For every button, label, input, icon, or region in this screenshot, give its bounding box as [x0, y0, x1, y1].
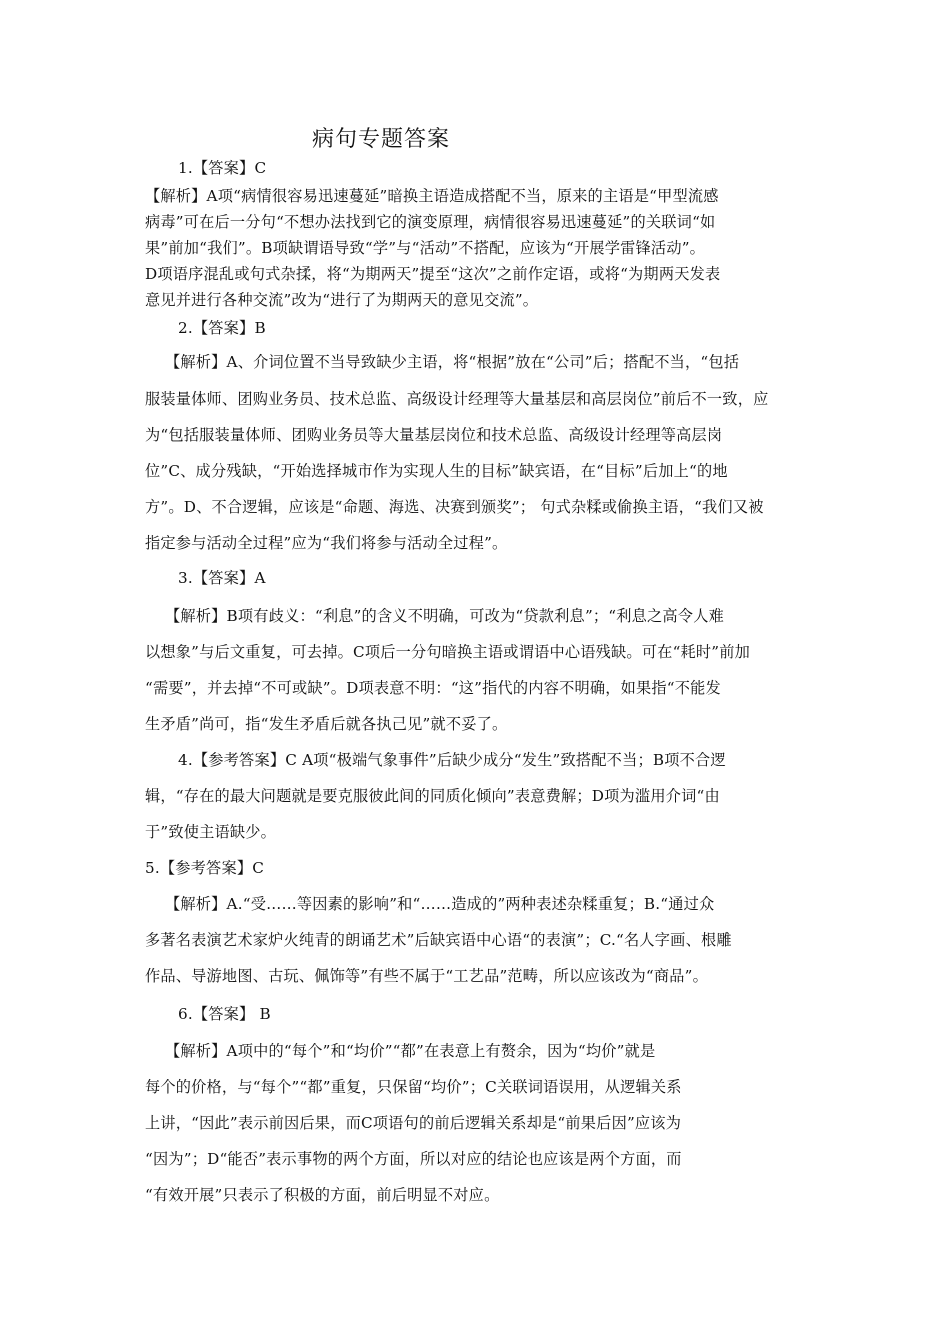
answer-6-analysis-line: 每个的价格，与“每个”“都”重复，只保留“均价”；C关联词语误用，从逻辑关系	[145, 1078, 682, 1096]
answer-1-analysis-line: 病毒”可在后一分句“不想办法找到它的演变原理，病情很容易迅速蔓延”的关联词“如	[145, 213, 716, 231]
answer-5-analysis-line: 作品、导游地图、古玩、佩饰等”有些不属于“工艺品”范畴，所以应该改为“商品”。	[145, 967, 708, 985]
answer-2-analysis-line: 为“包括服装量体师、团购业务员等大量基层岗位和技术总监、高级设计经理等高层岗	[145, 426, 723, 444]
answer-1-analysis-line: D项语序混乱或句式杂揉，将“为期两天”提至“这次”之前作定语，或将“为期两天发表	[145, 265, 721, 283]
answer-5-analysis-line: 【解析】A.“受……等因素的影响”和“……造成的”两种表述杂糅重复；B.“通过众	[165, 895, 715, 913]
answer-6-analysis-line: 【解析】A项中的“每个”和“均价”“都”在表意上有赘余，因为“均价”就是	[165, 1042, 656, 1060]
answer-1-analysis-line: 【解析】A项“病情很容易迅速蔓延”暗换主语造成搭配不当，原来的主语是“甲型流感	[145, 187, 719, 205]
answer-3-heading: 3.【答案】A	[178, 569, 266, 587]
answer-2-analysis-line: 服装量体师、团购业务员、技术总监、高级设计经理等大量基层和高层岗位”前后不一致，应	[145, 390, 769, 408]
answer-6-analysis-line: 上讲，“因此”表示前因后果，而C项语句的前后逻辑关系却是“前果后因”应该为	[145, 1114, 682, 1132]
answer-2-heading: 2.【答案】B	[178, 319, 266, 337]
answer-6-analysis-line: “有效开展”只表示了积极的方面，前后明显不对应。	[145, 1186, 500, 1204]
document-title: 病句专题答案	[312, 127, 451, 152]
answer-6-heading: 6.【答案】 B	[178, 1005, 271, 1023]
answer-5-heading: 5.【参考答案】C	[145, 859, 265, 877]
answer-4-analysis-line: 辑，“存在的最大问题就是要克服彼此间的同质化倾向”表意费解；D项为滥用介词“由	[145, 787, 720, 805]
answer-3-analysis-line: 生矛盾”尚可，指“发生矛盾后就各执己见”就不妥了。	[145, 715, 508, 733]
answer-1-heading: 1.【答案】C	[178, 159, 267, 177]
answer-3-analysis-line: 【解析】B项有歧义：“利息”的含义不明确，可改为“贷款利息”；“利息之高令人难	[165, 607, 724, 625]
answer-2-analysis-line: 【解析】A、介词位置不当导致缺少主语，将“根据”放在“公司”后；搭配不当，“包括	[165, 353, 740, 371]
answer-1-analysis-line: 果”前加“我们”。B项缺谓语导致“学”与“活动”不搭配，应该为“开展学雷锋活动”。	[145, 239, 706, 257]
answer-6-analysis-line: “因为”；D“能否”表示事物的两个方面，所以对应的结论也应该是两个方面，而	[145, 1150, 682, 1168]
answer-4-heading: 4.【参考答案】C A项“极端气象事件”后缺少成分“发生”致搭配不当；B项不合逻	[178, 751, 726, 769]
answer-4-analysis-line: 于”致使主语缺少。	[145, 823, 277, 841]
answer-1-analysis-line: 意见并进行各种交流”改为“进行了为期两天的意见交流”。	[145, 291, 539, 309]
answer-2-analysis-line: 位”C、成分残缺，“开始选择城市作为实现人生的目标”缺宾语，在“目标”后加上“的地	[145, 462, 728, 480]
answer-2-analysis-line: 指定参与活动全过程”应为“我们将参与活动全过程”。	[145, 534, 508, 552]
answer-3-analysis-line: “需要”，并去掉“不可或缺”。D项表意不明：“这”指代的内容不明确，如果指“不能发	[145, 679, 721, 697]
answer-3-analysis-line: 以想象”与后文重复，可去掉。C项后一分句暗换主语或谓语中心语残缺。可在“耗时”前加	[145, 643, 751, 661]
answer-2-analysis-line: 方”。D、不合逻辑，应该是“命题、海选、决赛到颁奖”； 句式杂糅或偷换主语，“我们又被	[145, 498, 764, 516]
answer-5-analysis-line: 多著名表演艺术家炉火纯青的朗诵艺术”后缺宾语中心语“的表演”；C.“名人字画、根雕	[145, 931, 732, 949]
